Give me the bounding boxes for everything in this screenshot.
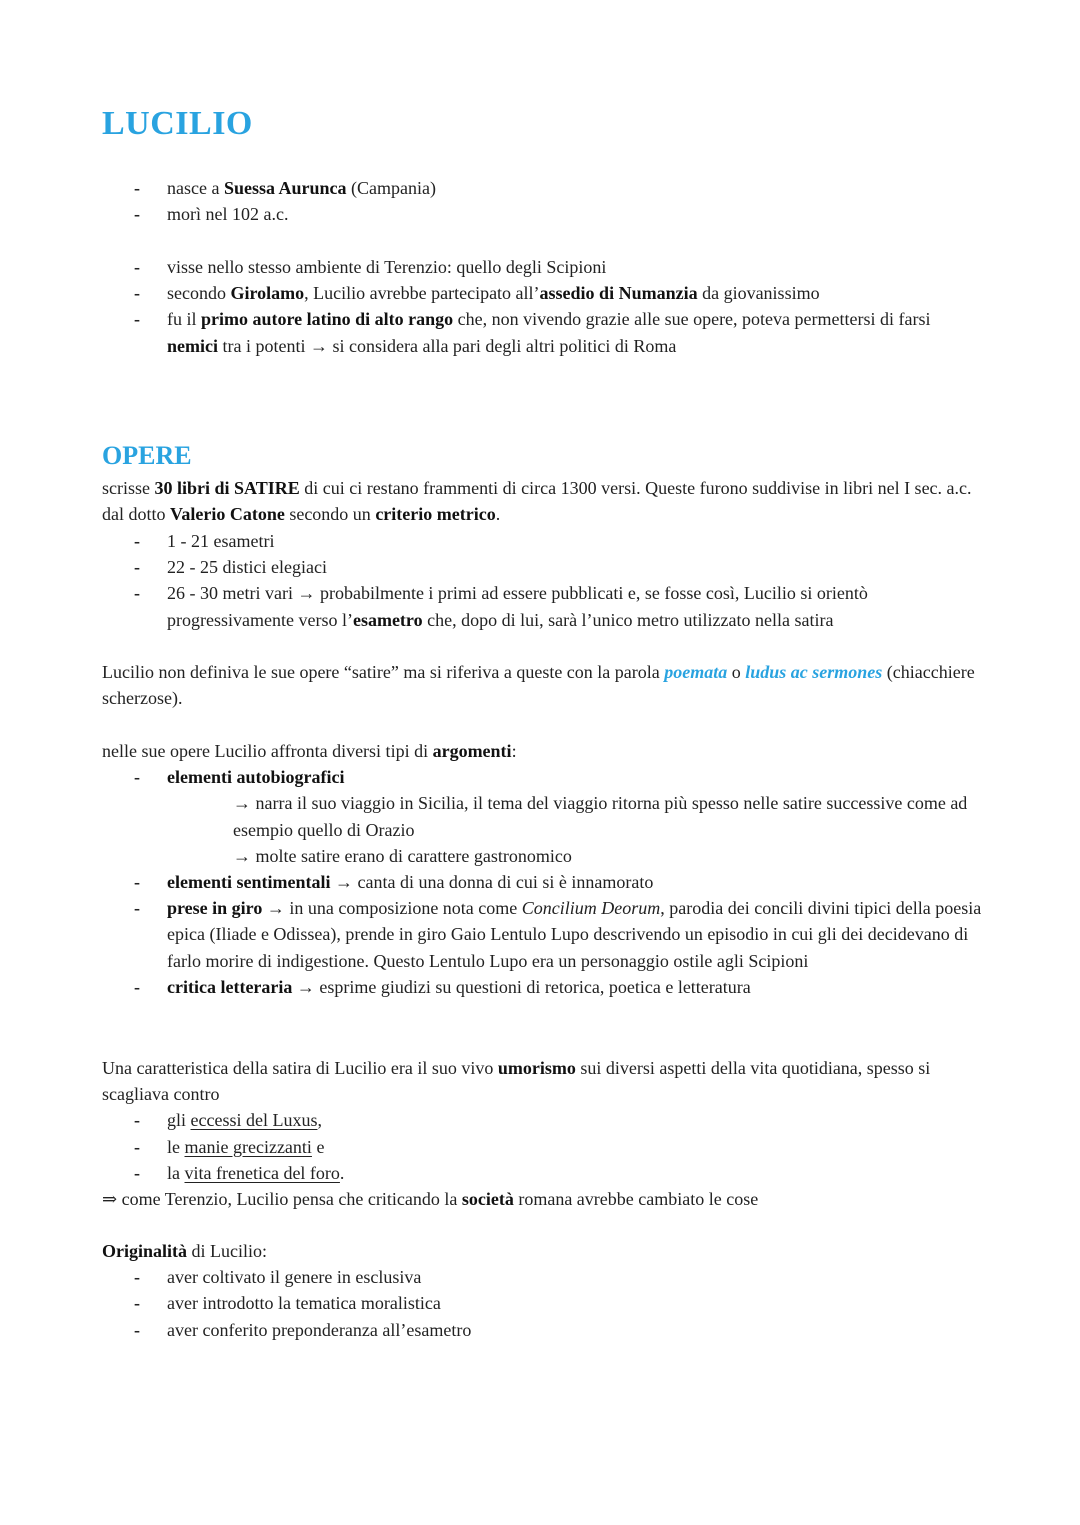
originalita-list (102, 1264, 982, 1343)
bold-text: Girolamo (230, 283, 305, 304)
bold-text: 30 libri di SATIRE (154, 478, 300, 498)
list-item: - gli eccessi del Luxus, (102, 1107, 982, 1133)
list-item: - secondo Girolamo, Lucilio avrebbe partecipato all’assedio di Numanzia da giovanissimo (102, 280, 982, 306)
conclusione-text: ⇒ come Terenzio, Lucilio pensa che criticando la società romana avrebbe cambiato le cose (102, 1189, 759, 1210)
bio-details-list (102, 254, 982, 359)
bold-text: criterio metrico (375, 504, 496, 525)
satire-name-paragraph (102, 659, 982, 711)
argomenti-list (102, 764, 982, 1000)
highlighted-term: poemata (664, 662, 728, 682)
list-item: - critica letteraria → esprime giudizi su questioni di retorica, poetica e letteratura (102, 974, 982, 1000)
list-item: - 22 - 25 distici elegiaci (102, 554, 982, 580)
bold-text: Suessa Aurunca (223, 178, 347, 198)
list-item: - nasce a Suessa Aurunca (Campania) (102, 175, 982, 201)
originalita-intro: Originalità di Lucilio: (102, 1241, 267, 1261)
opere-heading: OPERE (102, 441, 192, 470)
argomenti-intro: nelle sue opere Lucilio affronta diversi tipi di argomenti: (102, 741, 517, 761)
bold-text: argomenti (432, 741, 512, 761)
bio-list (102, 175, 982, 227)
underlined-text: eccessi del Luxus (190, 1110, 318, 1131)
sub-list-item: → molte satire erano di carattere gastronomico (233, 845, 572, 866)
list-item: - la vita frenetica del foro. (102, 1160, 982, 1186)
umorismo-text: Una caratteristica della satira di Lucilio era il suo vivo umorismo sui diversi aspetti della vita quotidiana, spesso si scagliava contro (102, 1058, 931, 1105)
sub-list-item: → narra il suo viaggio in Sicilia, il tema del viaggio ritorna più spesso nelle satire successive come ad esempio quello di Orazio (233, 793, 968, 840)
list-item: - fu il primo autore latino di alto rango che, non vivendo grazie alle sue opere, poteva permettersi di farsi nemici tra i potenti → si considera alla pari degli altri politici di Roma (102, 306, 982, 358)
satire-name-text: Lucilio non definiva le sue opere “satire” ma si riferiva a queste con la parola poemata o ludus ac sermones (chiacchiere scherzose). (102, 662, 975, 709)
argomenti-section (102, 738, 982, 1000)
originalita-section (102, 1238, 982, 1343)
list-item: - aver introdotto la tematica moralistica (102, 1290, 982, 1316)
umorismo-section (102, 1055, 982, 1212)
bold-text: primo autore latino di alto rango (201, 309, 454, 330)
list-item: - le manie grecizzanti e (102, 1134, 982, 1160)
bold-text: prese in giro (167, 898, 263, 919)
bold-text: elementi autobiografici (167, 767, 345, 788)
italic-text: Concilium Deorum (521, 898, 661, 919)
bold-text: Valerio Catone (170, 504, 285, 525)
page-title: LUCILIO (102, 105, 253, 142)
metri-list (102, 528, 982, 633)
list-item (102, 764, 982, 790)
opere-intro-text: scrisse 30 libri di SATIRE di cui ci restano frammenti di circa 1300 versi. Queste furono suddivise in libri nel I sec. a.c. dal dotto Valerio Catone secondo un criterio metrico. (102, 478, 972, 525)
underlined-text: vita frenetica del foro (184, 1162, 340, 1183)
bold-text: umorismo (497, 1058, 576, 1078)
opere-intro (102, 475, 982, 527)
bold-text: esametro (352, 609, 423, 630)
list-item: - prese in giro → in una composizione nota come Concilium Deorum, parodia dei concili divini tipici della poesia epica (Iliade e Odissea), prende in giro Gaio Lentulo Lupo descrivendo un episodio in cui gli dei decidevano di farlo morire di indigestione. Questo Lentulo Lupo era un personaggio ostile agli Scipioni (102, 895, 982, 974)
bold-text: elementi sentimentali (167, 872, 331, 893)
bold-text: nemici (167, 335, 218, 356)
list-item: - elementi sentimentali → canta di una donna di cui si è innamorato (102, 869, 982, 895)
list-item: - aver coltivato il genere in esclusiva (102, 1264, 982, 1290)
bersagli-list (102, 1107, 982, 1186)
list-item: - aver conferito preponderanza all’esametro (102, 1317, 982, 1343)
highlighted-term: ludus ac sermones (745, 662, 883, 682)
list-item: - visse nello stesso ambiente di Terenzio: quello degli Scipioni (102, 254, 982, 280)
bold-text: Originalità (102, 1241, 187, 1261)
list-item: - 26 - 30 metri vari → probabilmente i primi ad essere pubblicati e, se fosse così, Lucilio si orientò progressivamente verso l’esametro che, dopo di lui, sarà l’unico metro utilizzato nella satira (102, 580, 982, 632)
bold-text: critica letteraria (167, 976, 293, 997)
underlined-text: manie grecizzanti (184, 1136, 312, 1157)
bold-text: società (461, 1189, 514, 1210)
list-item: - 1 - 21 esametri (102, 528, 982, 554)
list-item: - morì nel 102 a.c. (102, 201, 982, 227)
bold-text: assedio di Numanzia (539, 283, 698, 304)
